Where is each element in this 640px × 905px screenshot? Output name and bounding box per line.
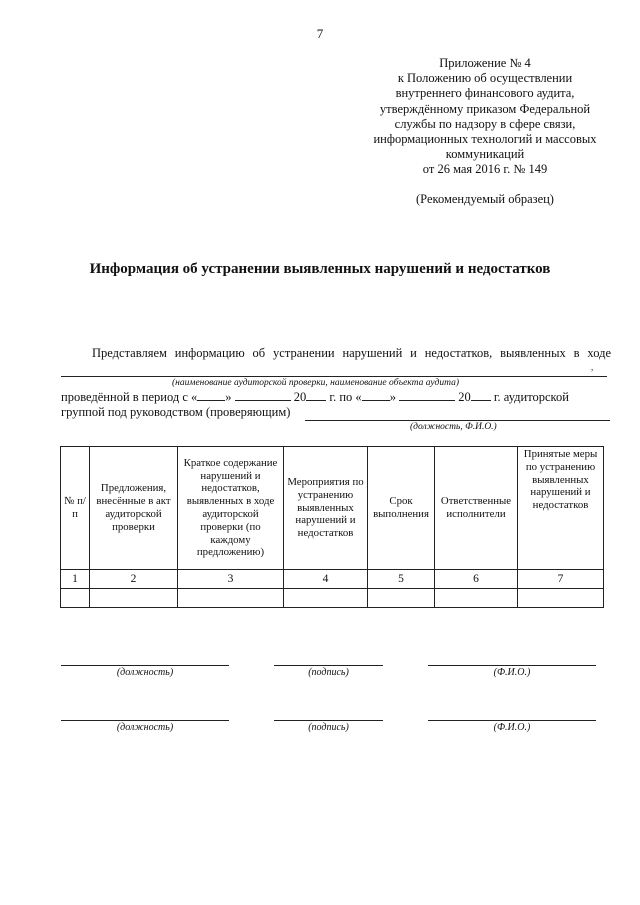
table-cell: 4 [284, 570, 368, 589]
table-cell: 7 [518, 570, 604, 589]
period-text-5: » [389, 390, 396, 404]
appendix-line: службы по надзору в сфере связи, [394, 116, 576, 131]
period-text-1: проведённой в период с « [61, 390, 198, 404]
head-auditor-line [305, 420, 610, 421]
signature-position-label: (должность) [116, 667, 174, 678]
period-start-day-blank [197, 389, 225, 401]
header-proposals: Предложения, внесённые в акт аудиторской проверки [90, 447, 178, 570]
table-cell: 6 [435, 570, 518, 589]
header-measures: Мероприятия по устранению выявленных нарушений и недостатков [284, 447, 368, 570]
header-taken-measures: Принятые меры по устранению выявленных нарушений и недостатков [518, 447, 604, 570]
signature-position-line [61, 720, 229, 721]
table-row [61, 589, 604, 608]
table-cell: 5 [368, 570, 435, 589]
appendix-header [360, 56, 610, 178]
period-line [61, 389, 569, 405]
signature-name-label: (Ф.И.О.) [493, 667, 531, 678]
signature-name-line [428, 720, 596, 721]
period-start-month-blank [235, 389, 291, 401]
intro-mark: , [591, 362, 594, 372]
document-title: Информация об устранении выявленных нарушений и недостатков [89, 261, 551, 277]
appendix-line: информационных технологий и массовых [373, 132, 597, 147]
table-cell: 1 [61, 570, 90, 589]
signature-sign-line [274, 720, 383, 721]
table-row [61, 570, 604, 589]
head-auditor-caption: (должность, Ф.И.О.) [410, 422, 497, 432]
appendix-line: от 26 мая 2016 г. № 149 [422, 162, 548, 177]
signature-sign-line [274, 665, 383, 666]
period-end-day-blank [362, 389, 390, 401]
table-cell [178, 589, 284, 608]
table-cell [61, 589, 90, 608]
table-cell [284, 589, 368, 608]
period-text-7: г. аудиторской [493, 390, 569, 404]
period-text-3: 20 [293, 390, 307, 404]
table-cell [90, 589, 178, 608]
appendix-line: коммуникаций [445, 147, 525, 162]
signature-position-label: (должность) [116, 722, 174, 733]
table-cell: 2 [90, 570, 178, 589]
violations-table [60, 446, 604, 608]
signature-position-line [61, 665, 229, 666]
appendix-line: утверждённому приказом Федеральной [379, 101, 591, 116]
audit-name-line [61, 376, 607, 377]
header-summary: Краткое содержание нарушений и недостатков, выявленных в ходе аудиторской проверки (по каждому предложению) [178, 447, 284, 570]
signature-name-label: (Ф.И.О.) [493, 722, 531, 733]
period-text-2: » [225, 390, 232, 404]
period-start-year-blank [306, 389, 326, 401]
intro-text: Представляем информацию об устранении нарушений и недостатков, выявленных в ходе [92, 346, 611, 360]
appendix-line: внутреннего финансового аудита, [395, 86, 575, 101]
signature-name-line [428, 665, 596, 666]
table-cell: 3 [178, 570, 284, 589]
group-line: группой под руководством (проверяющим) [61, 405, 291, 419]
period-end-month-blank [399, 389, 455, 401]
table-cell [518, 589, 604, 608]
appendix-line: Приложение № 4 [439, 56, 531, 70]
period-text-4: г. по « [329, 390, 362, 404]
header-responsible: Ответственные исполнители [435, 447, 518, 570]
signature-sign-label: (подпись) [308, 722, 349, 733]
appendix-line: к Положению об осуществлении [397, 71, 573, 86]
audit-name-caption: (наименование аудиторской проверки, наименование объекта аудита) [172, 378, 459, 388]
table-cell [368, 589, 435, 608]
table-cell [435, 589, 518, 608]
signature-sign-label: (подпись) [308, 667, 349, 678]
period-text-6: 20 [458, 390, 471, 404]
period-end-year-blank [471, 389, 491, 401]
page-number: 7 [316, 26, 324, 41]
header-deadline: Срок выполнения [368, 447, 435, 570]
table-header-row [61, 447, 604, 570]
recommended-sample-note: (Рекомендуемый образец) [416, 192, 554, 206]
header-number: № п/п [61, 447, 90, 570]
